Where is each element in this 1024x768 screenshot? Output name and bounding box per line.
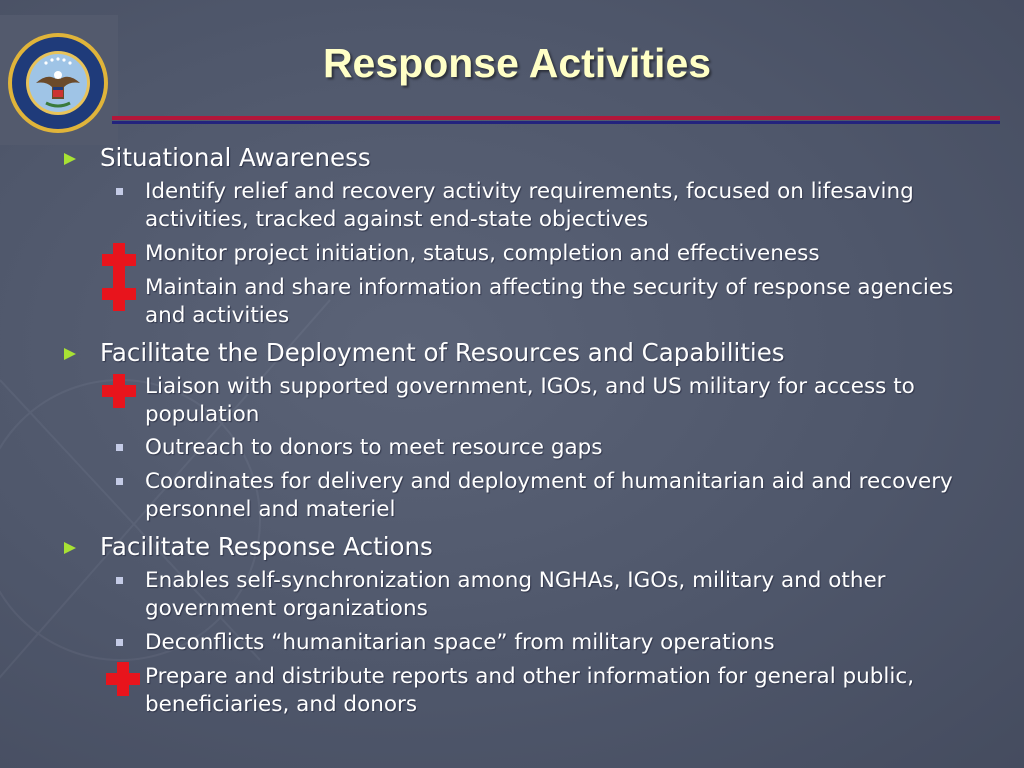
bullet-level2 — [145, 178, 965, 234]
bullet-level2 — [145, 373, 965, 429]
red-cross-icon — [102, 277, 136, 311]
bullet-level2 — [145, 274, 965, 330]
bullet-text: Liaison with supported government, IGOs, and US military for access to population — [145, 374, 915, 427]
square-bullet-icon — [116, 478, 123, 485]
bullet-text: Enables self-synchronization among NGHAs, IGOs, military and other government organizations — [145, 568, 886, 621]
triangle-bullet-icon — [64, 348, 76, 360]
bullet-level2 — [145, 468, 965, 524]
square-bullet-icon — [116, 577, 123, 584]
red-cross-icon — [102, 243, 136, 277]
square-bullet-icon — [116, 188, 123, 195]
bullet-text: Identify relief and recovery activity requirements, focused on lifesaving activities, tracked against end-state objectives — [145, 179, 914, 232]
bullet-level1 — [100, 532, 433, 562]
bullet-text: Facilitate Response Actions — [100, 532, 433, 561]
title-divider-red — [112, 116, 1000, 120]
bullet-level2 — [145, 567, 965, 623]
triangle-bullet-icon — [64, 542, 76, 554]
bullet-text: Outreach to donors to meet resource gaps — [145, 435, 603, 460]
square-bullet-icon — [116, 639, 123, 646]
bullet-level2 — [145, 240, 965, 268]
bullet-text: Situational Awareness — [100, 143, 371, 172]
bullet-level2 — [145, 629, 965, 657]
title-divider-blue — [112, 121, 1000, 124]
bullet-text: Prepare and distribute reports and other information for general public, beneficiaries, and donors — [145, 664, 915, 717]
bullet-text: Deconflicts “humanitarian space” from military operations — [145, 630, 775, 655]
slide-title: Response Activities — [322, 40, 712, 86]
bullet-text: Maintain and share information affecting the security of response agencies and activities — [145, 275, 954, 328]
bullet-level1 — [100, 143, 371, 173]
bullet-text: Coordinates for delivery and deployment of humanitarian aid and recovery personnel and materiel — [145, 469, 953, 522]
bullet-level2 — [145, 663, 965, 719]
square-bullet-icon — [116, 444, 123, 451]
bullet-text: Facilitate the Deployment of Resources and Capabilities — [100, 338, 785, 367]
red-cross-icon — [106, 662, 140, 696]
bullet-level1 — [100, 338, 785, 368]
triangle-bullet-icon — [64, 153, 76, 165]
bullet-level2 — [145, 434, 965, 462]
bullet-text: Monitor project initiation, status, completion and effectiveness — [145, 241, 820, 266]
red-cross-icon — [102, 374, 136, 408]
